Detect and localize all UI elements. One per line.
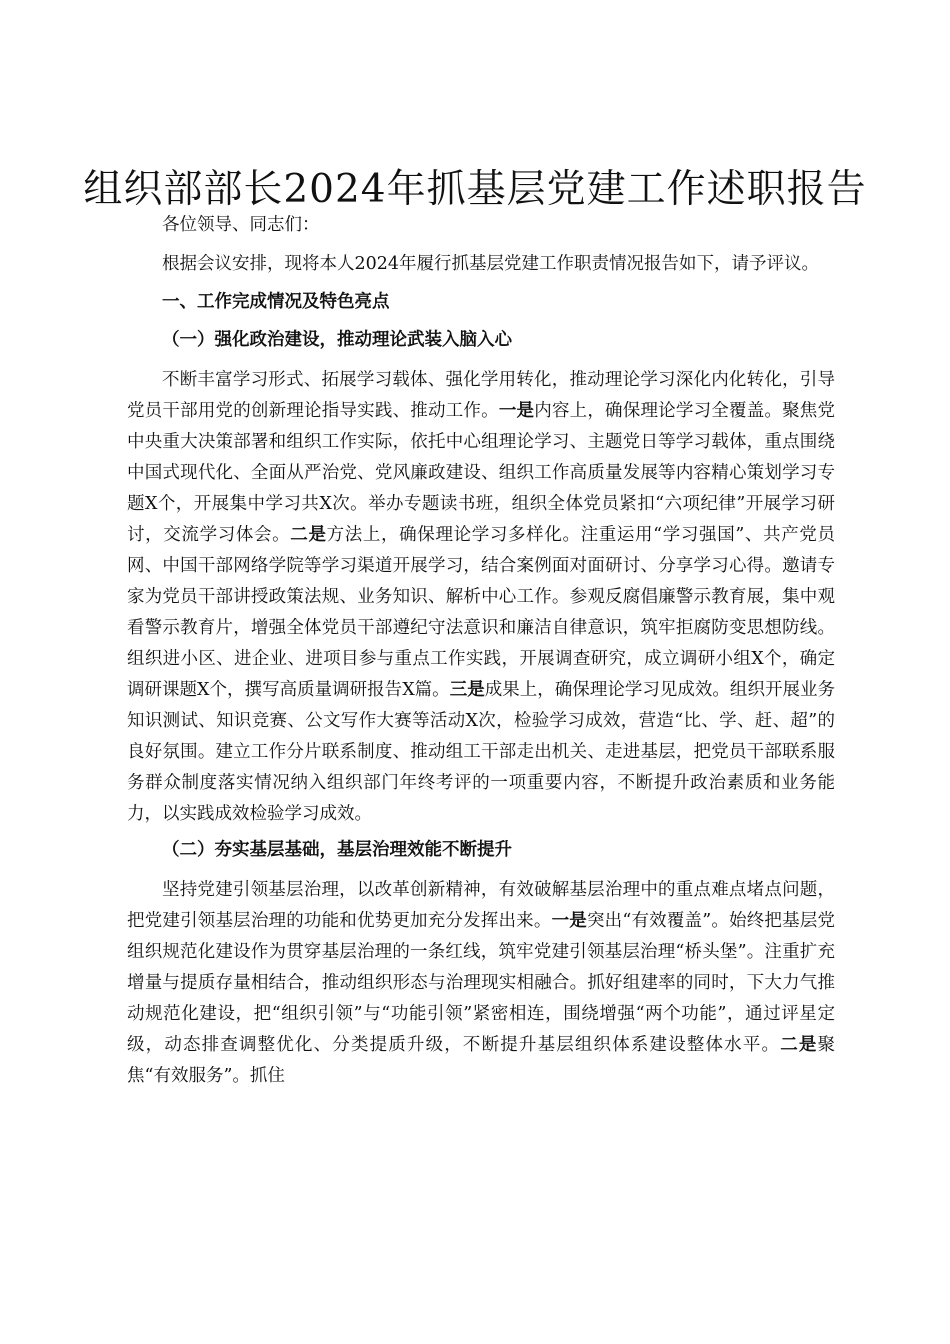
section-1-marker-1: 一是 bbox=[498, 401, 535, 421]
section-heading-1: 一、工作完成情况及特色亮点 bbox=[162, 292, 390, 312]
document-body bbox=[127, 210, 835, 1092]
salutation: 各位领导、同志们： bbox=[162, 215, 320, 235]
section-1-marker-3: 三是 bbox=[449, 680, 485, 700]
section-1-text-3: 方法上，确保理论学习多样化。注重运用“学习强国”、共产党员网、中国干部网络学院等学习渠道开展学习，结合案例面对面研讨、分享学习心得。邀请专家为党员干部讲授政策法规、业务知识、解析中心工作。参观反腐倡廉警示教育展，集中观看警示教育片，增强全体党员干部遵纪守法意识和廉洁自律意识，筑牢拒腐防变思想防线。组织进小区、进企业、进项目参与重点工作实践，开展调查研究，成立调研小组X个，确定调研课题X个，撰写高质量调研报告X篇。 bbox=[127, 525, 836, 700]
section-2-text-2: 突出“有效覆盖”。始终把基层党组织规范化建设作为贯穿基层治理的一条红线，筑牢党建引领基层治理“桥头堡”。注重扩充增量与提质存量相结合，推动组织形态与治理现实相融合。抓好组建率的同时，下大力气推动规范化建设，把“组织引领”与“功能引领”紧密相连，围绕增强“两个功能”，通过评星定级，动态排查调整优化、分类提质升级，不断提升基层组织体系建设整体水平。 bbox=[127, 911, 836, 1055]
section-1-paragraph bbox=[127, 365, 835, 830]
intro-paragraph: 根据会议安排，现将本人2024年履行抓基层党建工作职责情况报告如下，请予评议。 bbox=[162, 254, 820, 274]
sub-heading-1: （一）强化政治建设，推动理论武装入脑入心 bbox=[162, 330, 512, 350]
section-2-text-3: 聚焦“有效服务”。抓住 bbox=[127, 1035, 836, 1086]
section-2-paragraph bbox=[127, 875, 835, 1092]
section-1-text-2: 内容上，确保理论学习全覆盖。聚焦党中央重大决策部署和组织工作实际，依托中心组理论学习、主题党日等学习载体，重点围绕中国式现代化、全面从严治党、党风廉政建设、组织工作高质量发展等内容精心策划学习专题X个，开展集中学习共X次。举办专题读书班，组织全体党员紧扣“六项纪律”开展学习研讨，交流学习体会。 bbox=[127, 401, 836, 545]
section-1-text-4: 成果上，确保理论学习见成效。组织开展业务知识测试、知识竞赛、公文写作大赛等活动X次，检验学习成效，营造“比、学、赶、超”的良好氛围。建立工作分片联系制度、推动组工干部走出机关、走进基层，把党员干部联系服务群众制度落实情况纳入组织部门年终考评的一项重要内容，不断提升政治素质和业务能力，以实践成效检验学习成效。 bbox=[127, 680, 836, 824]
section-1-text-1: 不断丰富学习形式、拓展学习载体、强化学用转化，推动理论学习深化内化转化，引导党员干部用党的创新理论指导实践、推动工作。 bbox=[127, 370, 835, 421]
section-2-marker-2: 二是 bbox=[780, 1035, 818, 1055]
section-1-marker-2: 二是 bbox=[290, 525, 327, 545]
document-title: 组织部部长2024年抓基层党建工作述职报告 bbox=[83, 167, 867, 212]
section-2-text-1: 坚持党建引领基层治理，以改革创新精神，有效破解基层治理中的重点难点堵点问题，把党建引领基层治理的功能和优势更加充分发挥出来。 bbox=[127, 880, 835, 931]
sub-heading-2: （二）夯实基层基础，基层治理效能不断提升 bbox=[162, 840, 512, 860]
section-2-marker-1: 一是 bbox=[551, 911, 587, 931]
